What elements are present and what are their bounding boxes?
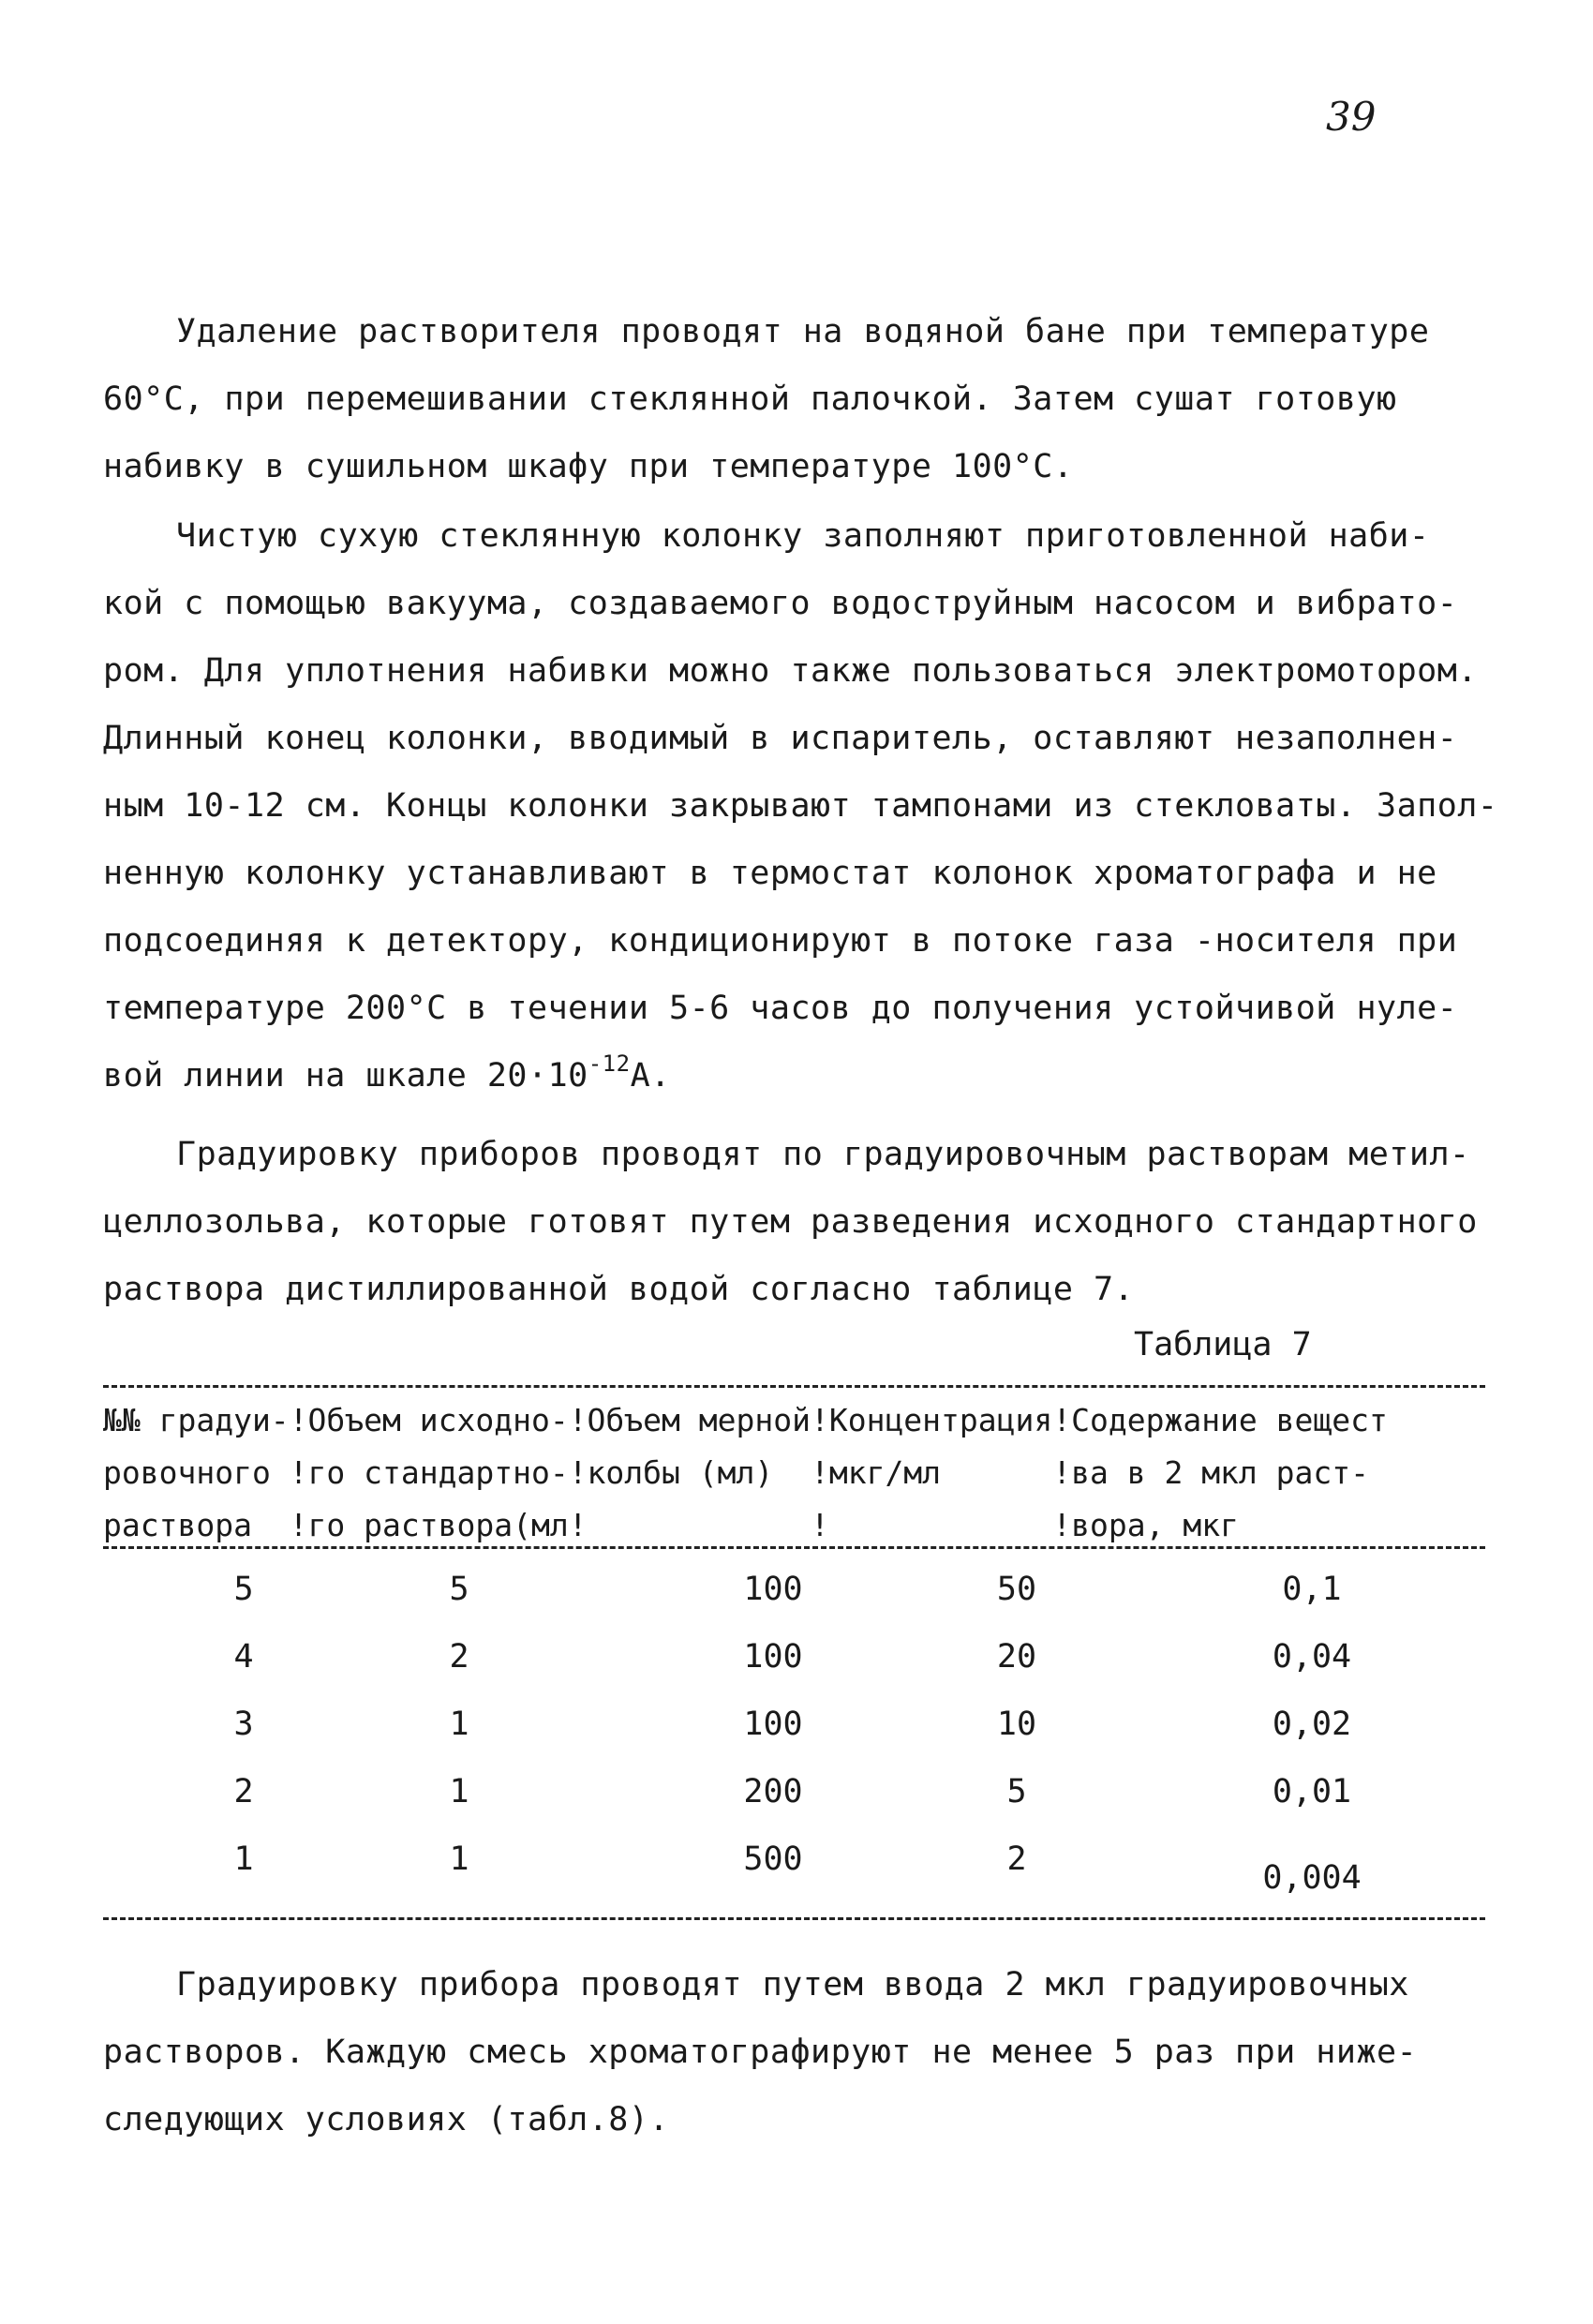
table-cell: 1 xyxy=(449,1706,469,1743)
text-fragment: А. xyxy=(630,1057,671,1095)
table-cell: 1 xyxy=(233,1840,254,1878)
table-cell: 0,04 xyxy=(1272,1638,1352,1676)
text-line: подсоединяя к детектору, кондиционируют в потоке газа -носителя при xyxy=(103,922,1458,960)
table-row xyxy=(103,1773,1490,1829)
text-line: Градуировку приборов проводят по градуировочным растворам метил- xyxy=(176,1136,1470,1173)
text-line: следующих условиях (табл.8). xyxy=(103,2101,670,2138)
text-line: Чистую сухую стеклянную колонку заполняют приготовленной наби- xyxy=(176,517,1430,555)
table-header-rule xyxy=(103,1546,1485,1549)
table-cell: 5 xyxy=(449,1571,469,1608)
table-row xyxy=(103,1840,1490,1897)
table-cell: 200 xyxy=(743,1773,803,1810)
table-cell: 2 xyxy=(1006,1840,1027,1878)
text-line-with-exponent xyxy=(103,1042,1490,1110)
table-bottom-rule xyxy=(103,1917,1485,1920)
table-cell: 0,004 xyxy=(1262,1859,1362,1897)
table-cell: 100 xyxy=(743,1706,803,1743)
table-cell: 50 xyxy=(996,1571,1037,1608)
table-header-line: раствора !го раствора(мл! ! !вора, мкг xyxy=(103,1507,1239,1543)
table-cell: 500 xyxy=(743,1840,803,1878)
page-number: 39 xyxy=(1326,94,1377,140)
text-line: набивку в сушильном шкафу при температуре 100°С. xyxy=(103,448,1074,485)
table-cell: 2 xyxy=(449,1638,469,1676)
table-cell: 0,02 xyxy=(1272,1706,1352,1743)
text-line: 60°С, при перемешивании стеклянной палочкой. Затем сушат готовую xyxy=(103,380,1397,418)
table-cell: 100 xyxy=(743,1638,803,1676)
table-cell: 1 xyxy=(449,1773,469,1810)
paragraph-solvent-removal xyxy=(103,298,1490,500)
table-cell: 5 xyxy=(233,1571,254,1608)
text-line: ненную колонку устанавливают в термостат колонок хроматографа и не xyxy=(103,855,1437,892)
text-line: Градуировку прибора проводят путем ввода 2 мкл градуировочных xyxy=(176,1966,1409,2004)
table-caption: Таблица 7 xyxy=(1134,1326,1312,1363)
exponent: -12 xyxy=(588,1050,631,1077)
text-line: ром. Для уплотнения набивки можно также пользоваться электромотором. xyxy=(103,652,1478,690)
table-cell: 2 xyxy=(233,1773,254,1810)
table-cell: 5 xyxy=(1006,1773,1027,1810)
table-cell: 4 xyxy=(233,1638,254,1676)
table-cell: 3 xyxy=(233,1706,254,1743)
table-header-line: №№ градуи-!Объем исходно-!Объем мерной!Концентрация!Содержание вещест xyxy=(103,1402,1388,1438)
table-row xyxy=(103,1638,1490,1694)
text-line: температуре 200°С в течении 5-6 часов до получения устойчивой нуле- xyxy=(103,990,1458,1027)
paragraph-calibration-procedure xyxy=(103,1951,1490,2153)
table-header-line: ровочного !го стандартно-!колбы (мл) !мкг/мл !ва в 2 мкл раст- xyxy=(103,1454,1370,1491)
table-cell: 10 xyxy=(996,1706,1037,1743)
text-line: растворов. Каждую смесь хроматографируют не менее 5 раз при ниже- xyxy=(103,2034,1418,2071)
text-line: кой с помощью вакуума, создаваемого водоструйным насосом и вибрато- xyxy=(103,585,1458,622)
table-cell: 20 xyxy=(996,1638,1037,1676)
text-line: целлозольва, которые готовят путем разведения исходного стандартного xyxy=(103,1203,1478,1241)
text-line: Удаление растворителя проводят на водяной бане при температуре xyxy=(176,313,1430,350)
table-cell: 100 xyxy=(743,1571,803,1608)
table-row xyxy=(103,1706,1490,1762)
table-cell: 1 xyxy=(449,1840,469,1878)
text-line: раствора дистиллированной водой согласно таблице 7. xyxy=(103,1271,1135,1308)
paragraph-column-filling xyxy=(103,502,1498,1110)
table-header xyxy=(103,1394,1509,1552)
table-row xyxy=(103,1571,1490,1627)
text-fragment: вой линии на шкале 20·10 xyxy=(103,1057,588,1095)
table-cell: 0,1 xyxy=(1282,1571,1342,1608)
table-cell: 0,01 xyxy=(1272,1773,1352,1810)
paragraph-calibration xyxy=(103,1121,1490,1323)
table-top-rule xyxy=(103,1385,1485,1388)
text-line: Длинный конец колонки, вводимый в испаритель, оставляют незаполнен- xyxy=(103,720,1458,757)
text-line: ным 10-12 см. Концы колонки закрывают тампонами из стекловаты. Запол- xyxy=(103,787,1498,825)
